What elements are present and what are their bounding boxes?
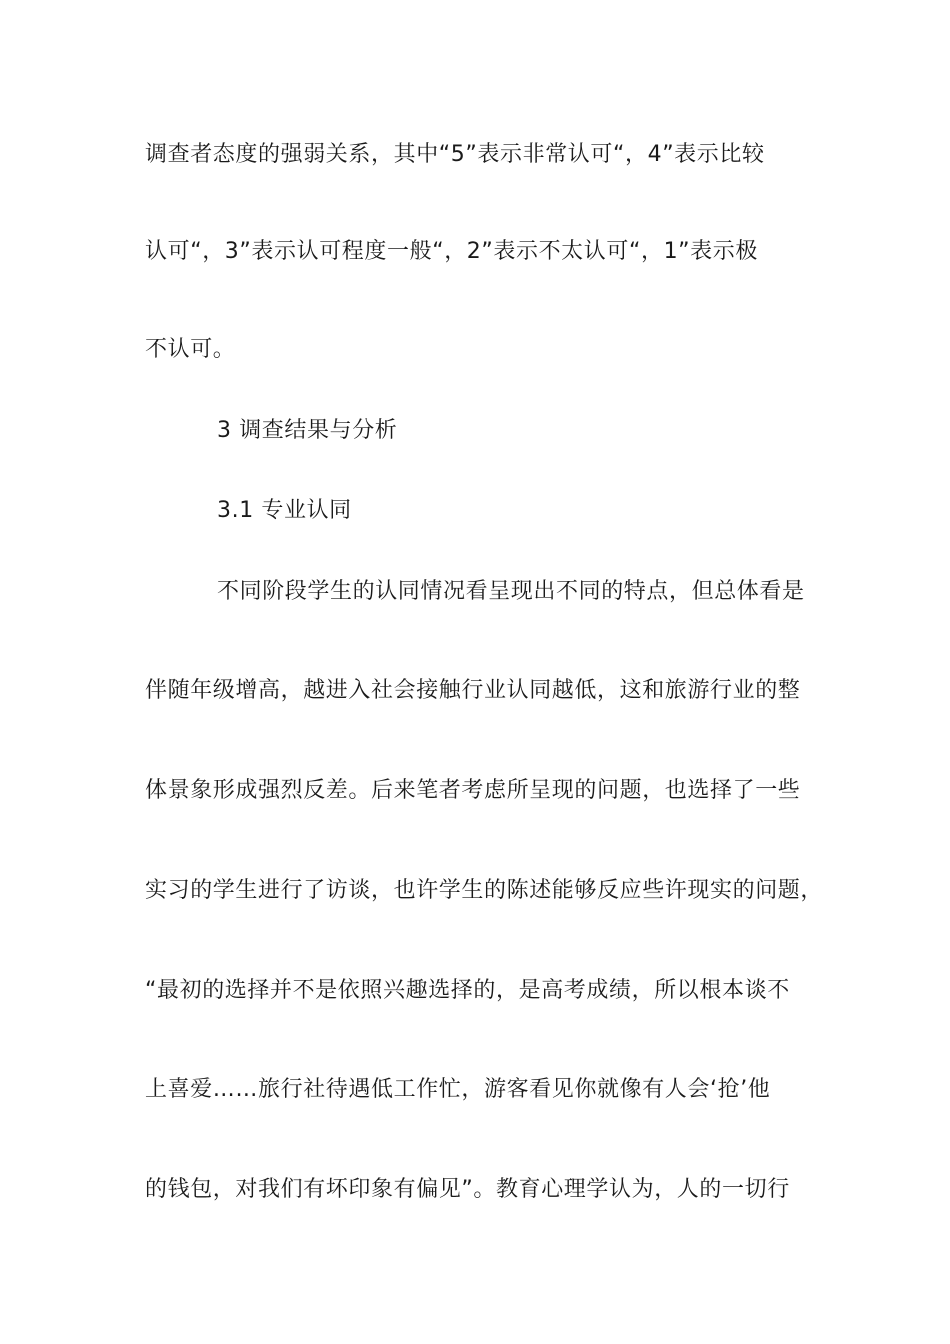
paragraph-line-8: “最初的选择并不是依照兴趣选择的，是高考成绩，所以根本谈不: [145, 978, 790, 1003]
paragraph-line-6: 体景象形成强烈反差。后来笔者考虑所呈现的问题，也选择了一些: [145, 778, 801, 803]
section-heading: 3 调查结果与分析: [217, 418, 398, 443]
subsection-heading: 3.1 专业认同: [217, 498, 352, 523]
paragraph-line-3: 不认可。: [145, 337, 236, 362]
paragraph-line-1: 调查者态度的强弱关系，其中“5”表示非常认可“，4”表示比较: [145, 142, 765, 167]
paragraph-line-7: 实习的学生进行了访谈，也许学生的陈述能够反应些许现实的问题，: [145, 878, 824, 903]
paragraph-line-9: 上喜爱……旅行社待遇低工作忙，游客看见你就像有人会‘抢’他: [145, 1077, 771, 1102]
paragraph-line-10: 的钱包，对我们有坏印象有偏见”。教育心理学认为，人的一切行: [145, 1177, 790, 1202]
paragraph-line-5: 伴随年级增高，越进入社会接触行业认同越低，这和旅游行业的整: [145, 678, 801, 703]
paragraph-line-4: 不同阶段学生的认同情况看呈现出不同的特点，但总体看是: [217, 579, 805, 604]
paragraph-line-2: 认可“，3”表示认可程度一般“，2”表示不太认可“，1”表示极: [145, 239, 758, 264]
